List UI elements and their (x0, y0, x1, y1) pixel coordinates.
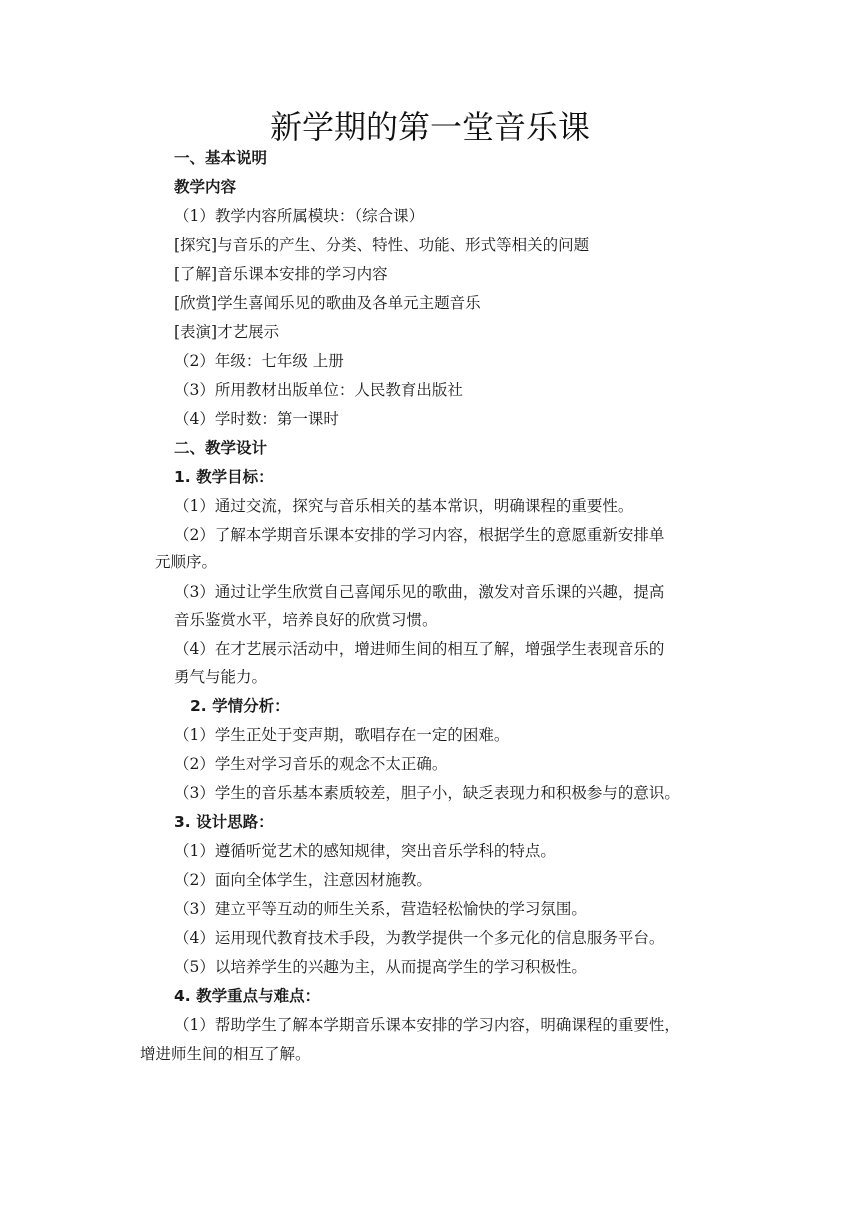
content-line: （3）所用教材出版单位：人民教育出版社 (174, 381, 463, 399)
approach-line: （3）建立平等互动的师生关系，营造轻松愉快的学习氛围。 (174, 900, 587, 918)
content-line: [表演]才艺展示 (174, 323, 280, 341)
keypoints-heading: 4. 教学重点与难点： (174, 987, 321, 1005)
content-line: [欣赏]学生喜闻乐见的歌曲及各单元主题音乐 (174, 294, 481, 312)
approach-line: （1）遵循听觉艺术的感知规律，突出音乐学科的特点。 (174, 842, 556, 860)
approach-line: （5）以培养学生的兴趣为主，从而提高学生的学习积极性。 (174, 958, 587, 976)
goals-line: （1）通过交流，探究与音乐相关的基本常识，明确课程的重要性。 (174, 497, 634, 515)
goals-line: 元顺序。 (155, 553, 218, 571)
approach-line: （2）面向全体学生，注意因材施教。 (174, 871, 432, 889)
content-line: （2）年级：七年级 上册 (174, 352, 344, 370)
content-line: [探究]与音乐的产生、分类、特性、功能、形式等相关的问题 (174, 236, 590, 254)
content-line: [了解]音乐课本安排的学习内容 (174, 265, 388, 283)
goals-line: 音乐鉴赏水平，培养良好的欣赏习惯。 (174, 611, 438, 629)
analysis-heading: 2. 学情分析： (190, 697, 290, 715)
content-line: （1）教学内容所属模块：（综合课） (174, 207, 425, 225)
goals-line: （4）在才艺展示活动中，增进师生间的相互了解，增强学生表现音乐的 (174, 640, 665, 658)
approach-heading: 3. 设计思路： (174, 813, 274, 831)
section-heading-design: 二、教学设计 (174, 439, 268, 457)
analysis-line: （2）学生对学习音乐的观念不太正确。 (174, 755, 448, 773)
keypoints-line: （1）帮助学生了解本学期音乐课本安排的学习内容，明确课程的重要性， (174, 1016, 680, 1034)
content-line: （4）学时数：第一课时 (174, 410, 339, 428)
goals-line: （2）了解本学期音乐课本安排的学习内容，根据学生的意愿重新安排单 (174, 526, 665, 544)
approach-line: （4）运用现代教育技术手段，为教学提供一个多元化的信息服务平台。 (174, 929, 665, 947)
section-heading-basic: 一、基本说明 (174, 149, 268, 167)
analysis-line: （1）学生正处于变声期，歌唱存在一定的困难。 (174, 726, 510, 744)
goals-line: （3）通过让学生欣赏自己喜闻乐见的歌曲，激发对音乐课的兴趣，提高 (174, 583, 665, 601)
document-title: 新学期的第一堂音乐课 (269, 108, 590, 146)
keypoints-line: 增进师生间的相互了解。 (140, 1045, 311, 1063)
goals-line: 勇气与能力。 (174, 668, 268, 686)
subheading-content: 教学内容 (174, 178, 237, 196)
goals-heading: 1. 教学目标： (174, 468, 274, 486)
analysis-line: （3）学生的音乐基本素质较差，胆子小，缺乏表现力和积极参与的意识。 (174, 784, 680, 802)
